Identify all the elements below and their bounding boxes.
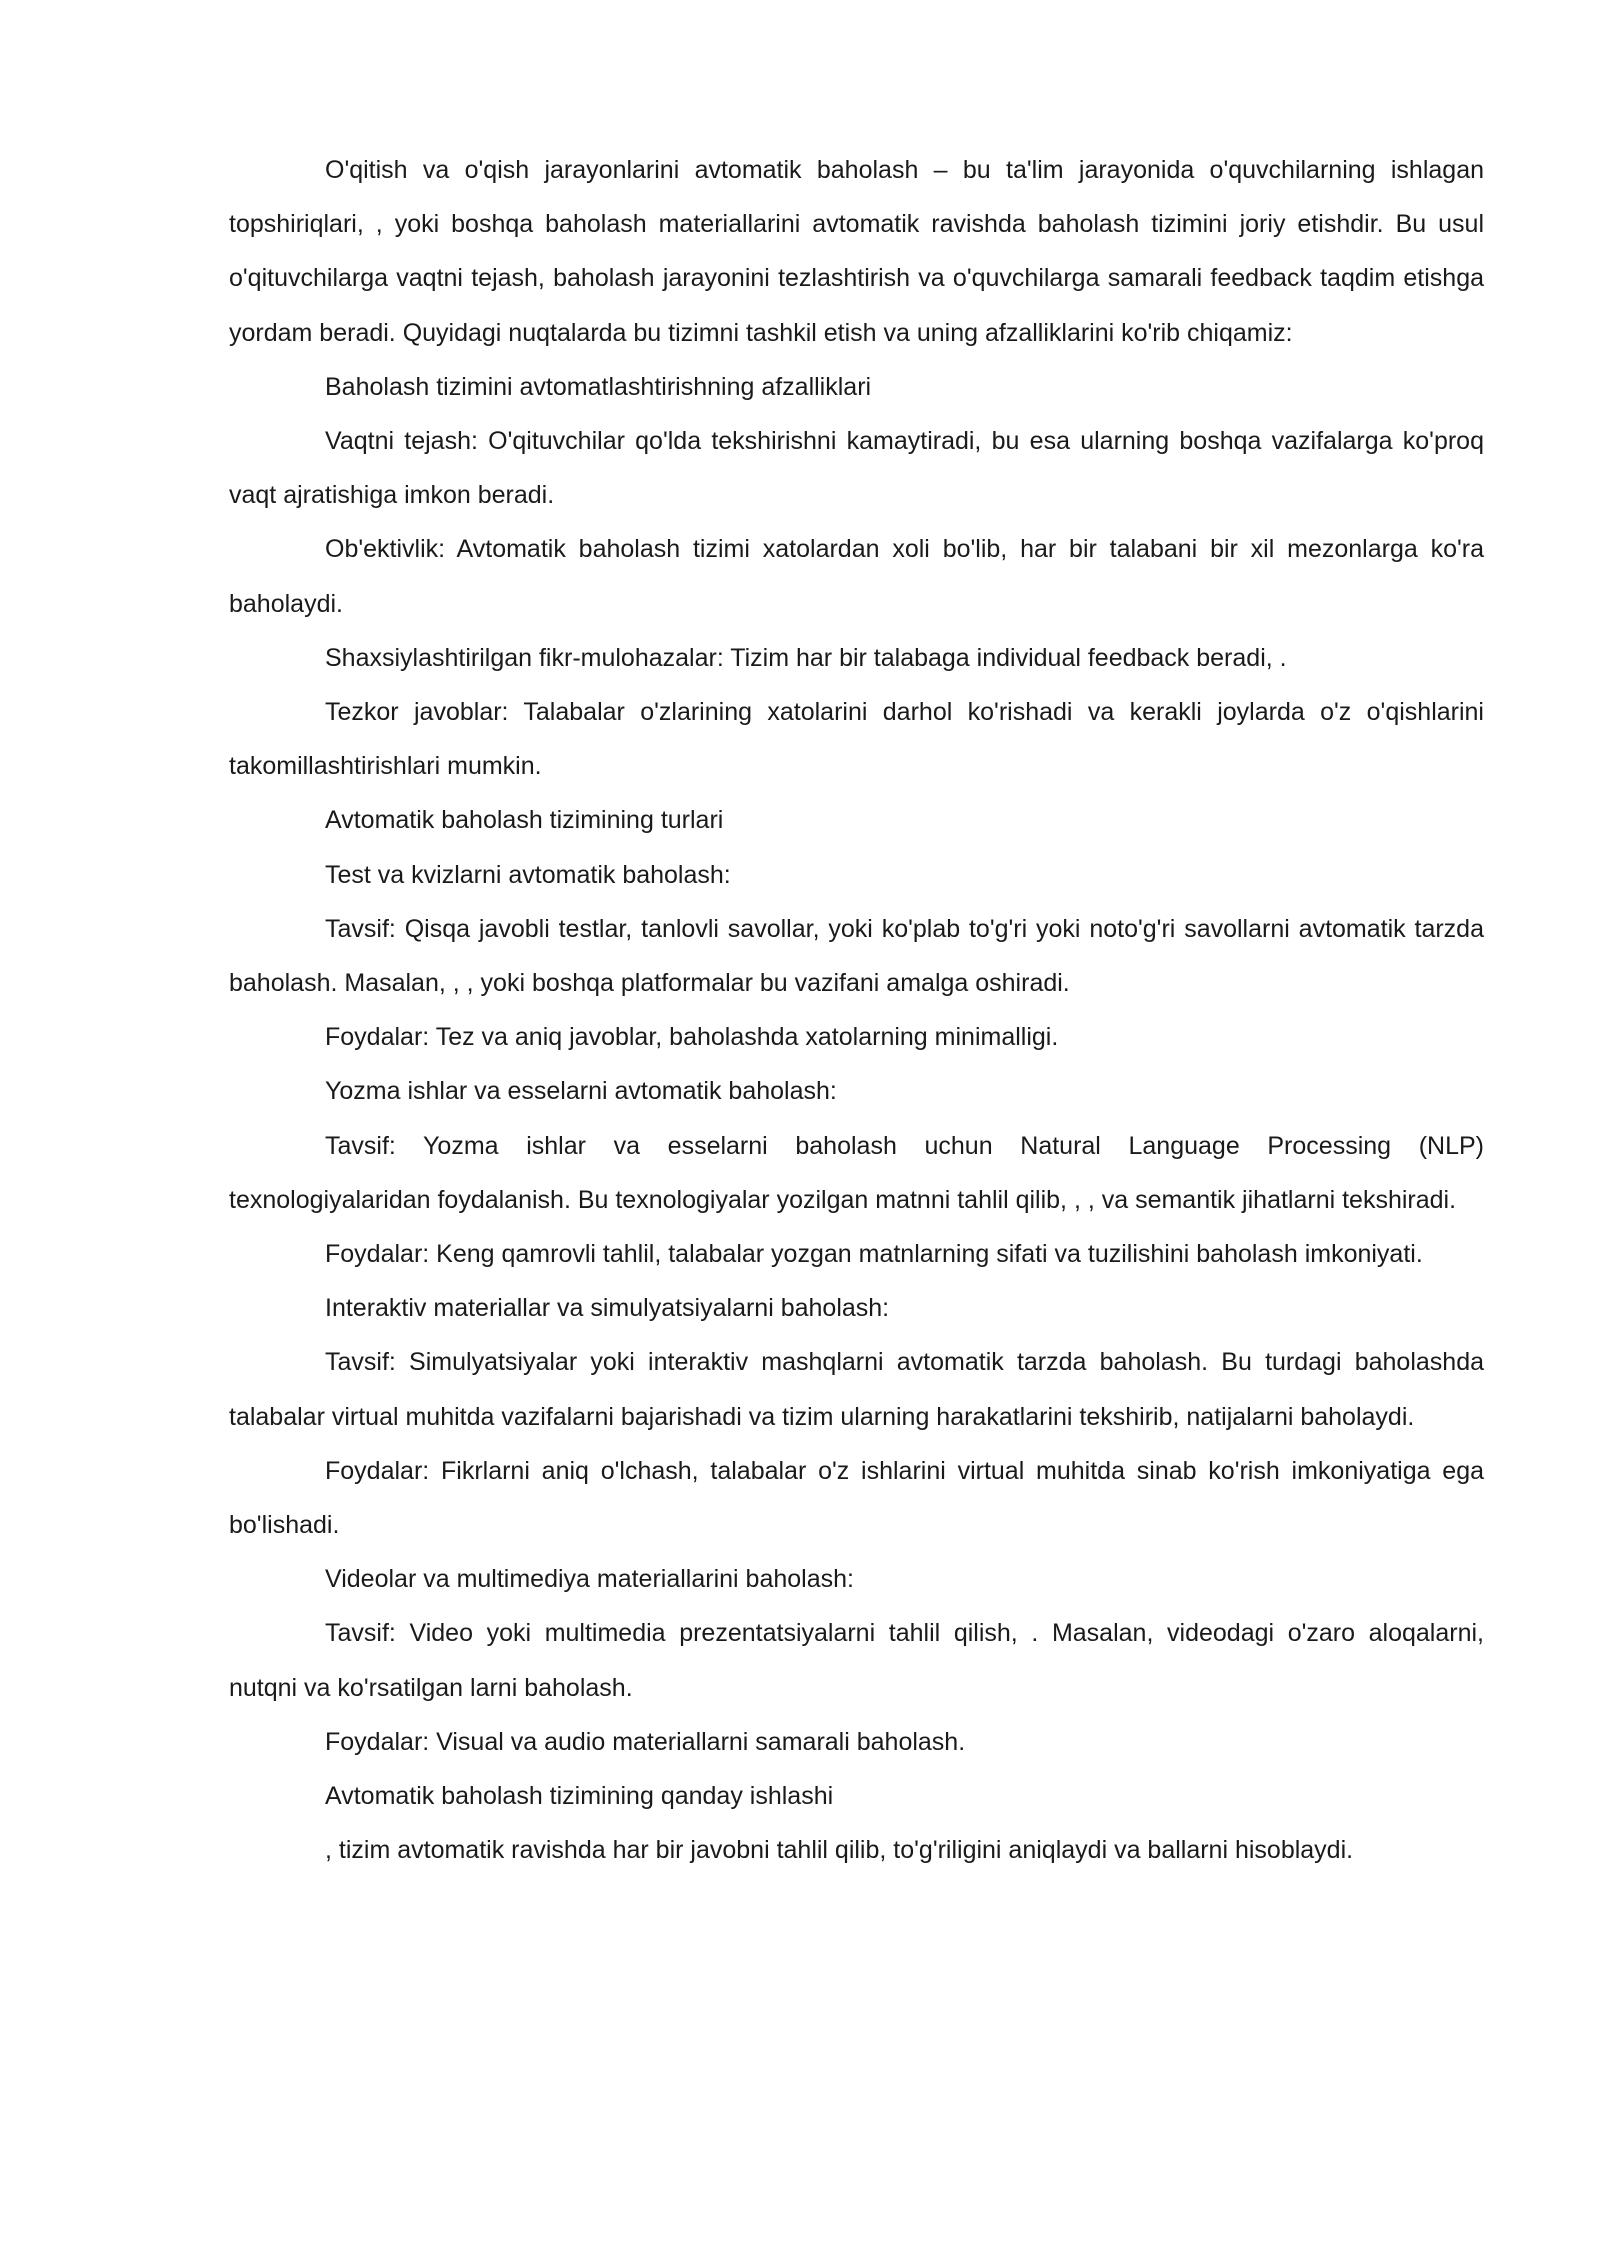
paragraph-tests-benefits: Foydalar: Tez va aniq javoblar, baholashda xatolarning minimalligi. <box>325 1023 1059 1052</box>
paragraph-personalized-feedback: Shaxsiylashtirilgan fikr-mulohazalar: Tizim har bir talabaga individual feedback beradi, . <box>325 643 1287 672</box>
paragraph-essays-benefits: Foydalar: Keng qamrovli tahlil, talabalar yozgan matnlarning sifati va tuzilishini baholash imkoniyati. <box>325 1240 1423 1269</box>
heading-advantages: Baholash tizimini avtomatlashtirishning afzalliklari <box>325 372 872 401</box>
paragraph-simulations-benefits: Foydalar: Fikrlarni aniq o'lchash, talabalar o'z ishlarini virtual muhitda sinab ko'rish imkoniyatiga ega bo'lishadi. <box>229 1456 1484 1540</box>
paragraph-multimedia-description: Tavsif: Video yoki multimedia prezentatsiyalarni tahlil qilish, . Masalan, videodagi o'zaro aloqalarni, nutqni va ko'rsatilgan larni baholash. <box>229 1619 1484 1702</box>
paragraph-quick-responses: Tezkor javoblar: Talabalar o'zlarining xatolarini darhol ko'rishadi va kerakli joylarda o'z o'qishlarini takomillashtirishlari mumkin. <box>229 698 1484 781</box>
heading-multimedia: Videolar va multimediya materiallarini baholash: <box>325 1565 854 1594</box>
paragraph-intro: O'qitish va o'qish jarayonlarini avtomatik baholash – bu ta'lim jarayonida o'quvchilarning ishlagan topshiriqlari, , yoki boshqa baholash materiallarini avtomatik ravishda baholash tizimini joriy etishdir. Bu usul o'qituvchilarga vaqtni tejash, baholash jarayonini tezlashtirish va o'quvchilarga samarali feedback taqdim etishga yordam beradi. Quyidagi nuqtalarda bu tizimni tashkil etish va uning afzalliklarini ko'rib chiqamiz: <box>229 156 1484 347</box>
paragraph-objectivity: Ob'ektivlik: Avtomatik baholash tizimi xatolardan xoli bo'lib, har bir talabani bir xil mezonlarga ko'ra baholaydi. <box>229 535 1484 618</box>
paragraph-how-it-works: , tizim avtomatik ravishda har bir javobni tahlil qilib, to'g'riligini aniqlaydi va ballarni hisoblaydi. <box>325 1836 1354 1865</box>
paragraph-time-saving: Vaqtni tejash: O'qituvchilar qo'lda tekshirishni kamaytiradi, bu esa ularning boshqa vazifalarga ko'proq vaqt ajratishiga imkon beradi. <box>229 427 1484 510</box>
document-body <box>229 143 1484 1878</box>
heading-types: Avtomatik baholash tizimining turlari <box>325 806 724 835</box>
heading-simulations: Interaktiv materiallar va simulyatsiyalarni baholash: <box>325 1294 890 1323</box>
heading-essays: Yozma ishlar va esselarni avtomatik baholash: <box>325 1077 837 1106</box>
paragraph-simulations-description: Tavsif: Simulyatsiyalar yoki interaktiv mashqlarni avtomatik tarzda baholash. Bu turdagi baholashda talabalar virtual muhitda vazifalarni bajarishadi va tizim ularning harakatlarini tekshirib, natijalarni baholaydi. <box>229 1348 1484 1431</box>
paragraph-tests-description: Tavsif: Qisqa javobli testlar, tanlovli savollar, yoki ko'plab to'g'ri yoki noto'g'ri savollarni avtomatik tarzda baholash. Masalan, , , yoki boshqa platformalar bu vazifani amalga oshiradi. <box>229 914 1484 998</box>
heading-how-it-works: Avtomatik baholash tizimining qanday ishlashi <box>325 1782 834 1811</box>
paragraph-multimedia-benefits: Foydalar: Visual va audio materiallarni samarali baholash. <box>325 1727 966 1756</box>
paragraph-essays-description: Tavsif: Yozma ishlar va esselarni baholash uchun Natural Language Processing (NLP) texnologiyalaridan foydalanish. Bu texnologiyalar yozilgan matnni tahlil qilib, , , va semantik jihatlarni tekshiradi. <box>229 1131 1484 1214</box>
heading-tests-quizzes: Test va kvizlarni avtomatik baholash: <box>325 860 731 889</box>
